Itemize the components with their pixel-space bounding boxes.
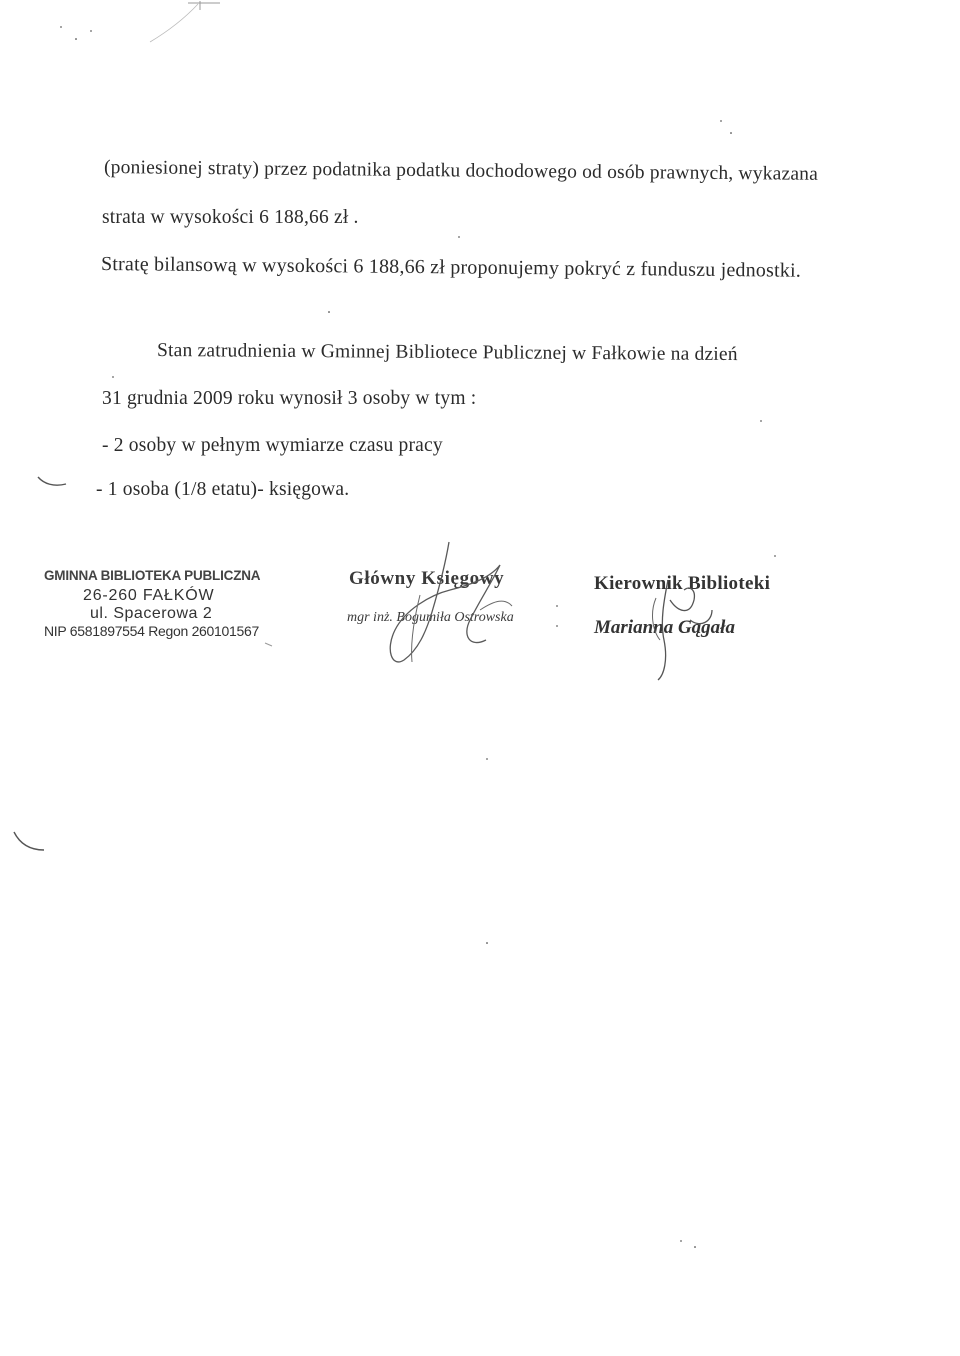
text-line-3: Stratę bilansową w wysokości 6 188,66 zł proponujemy pokryć z funduszu jednostki. xyxy=(100,253,802,282)
text-line-2: strata w wysokości 6 188,66 zł . xyxy=(102,207,359,228)
stamp-street: ul. Spacerowa 2 xyxy=(90,605,213,622)
stamp-institution-name: GMINNA BIBLIOTEKA PUBLICZNA xyxy=(44,568,261,583)
margin-mark-1 xyxy=(38,477,66,485)
stamp-nip-regon: NIP 6581897554 Regon 260101567 xyxy=(44,623,259,639)
accountant-title: Główny Księgowy xyxy=(349,568,505,589)
director-signature xyxy=(658,580,712,680)
stamp-postal-code: 26-260 FAŁKÓW xyxy=(83,587,215,604)
director-name: Marianna Gągała xyxy=(594,617,735,638)
text-line-5: 31 grudnia 2009 roku wynosił 3 osoby w tym : xyxy=(102,388,477,409)
director-title: Kierownik Biblioteki xyxy=(594,573,771,594)
accountant-name: mgr inż. Bogumiła Ostrowska xyxy=(347,610,514,625)
list-item-2: - 1 osoba (1/8 etatu)- księgowa. xyxy=(96,479,350,500)
margin-mark-2 xyxy=(14,832,44,850)
text-line-4: Stan zatrudnienia w Gminnej Bibliotece Publicznej w Fałkowie na dzień xyxy=(156,340,738,366)
text-line-1: (poniesionej straty) przez podatnika podatku dochodowego od osób prawnych, wykazana xyxy=(103,157,819,185)
list-item-1: - 2 osoby w pełnym wymiarze czasu pracy xyxy=(102,435,443,456)
accountant-signature xyxy=(390,542,500,662)
